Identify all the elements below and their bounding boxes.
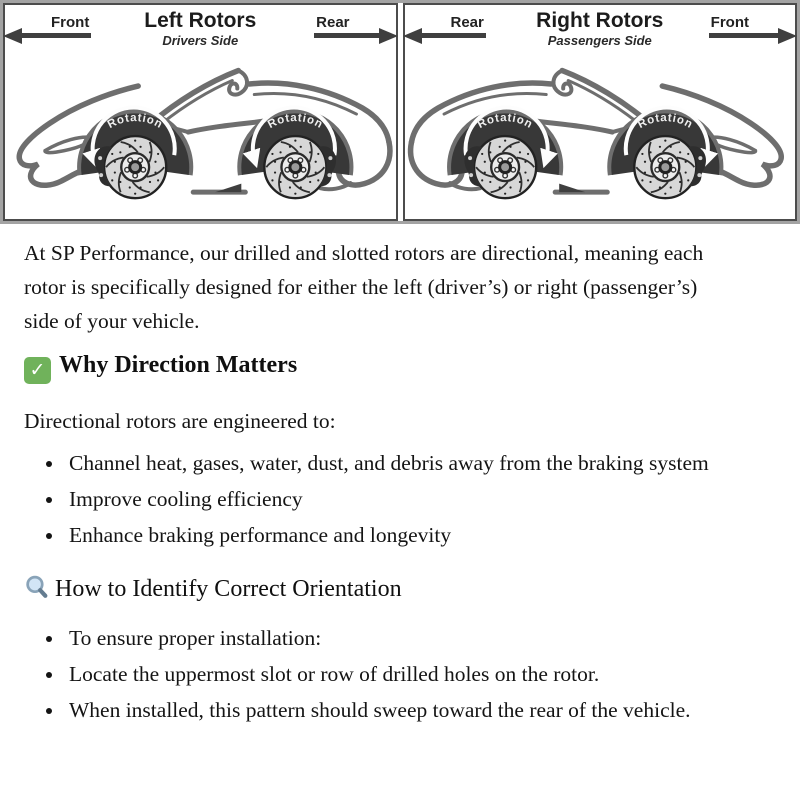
- panel-title: Right Rotors: [536, 9, 664, 32]
- arrow-shaft: [314, 33, 379, 38]
- rotation-label: Rotation: [105, 112, 165, 132]
- direction-label: Front: [51, 14, 90, 31]
- direction-label: Front: [710, 14, 749, 31]
- panel-title: Left Rotors: [144, 9, 257, 32]
- left-rotors-panel: [3, 3, 398, 221]
- list-item: • When installed, this pattern should sweep toward the rear of the vehicle.: [65, 693, 720, 727]
- car-illustration-right: [405, 59, 796, 219]
- steps-list: [24, 621, 720, 727]
- rotation-label: Rotation: [635, 112, 695, 132]
- magnifier-icon: [24, 575, 49, 600]
- front-direction-arrow: [711, 14, 749, 38]
- right-rotors-panel: [403, 3, 798, 221]
- list-item: • Enhance braking performance and longevity: [65, 518, 720, 552]
- heading-text: Why Direction Matters: [59, 352, 298, 379]
- direction-label: Rear: [450, 14, 484, 31]
- why-direction-matters-heading: [24, 350, 720, 384]
- list-item: • Locate the uppermost slot or row of drilled holes on the rotor.: [65, 657, 720, 691]
- car-illustration-left: [5, 59, 396, 219]
- panel-subtitle: Passengers Side: [547, 33, 652, 48]
- rotor-direction-diagram: [0, 0, 800, 224]
- list-item: • Improve cooling efficiency: [65, 482, 720, 516]
- rotation-label: Rotation: [475, 112, 535, 132]
- rotation-label: Rotation: [265, 112, 325, 132]
- list-item: • Channel heat, gases, water, dust, and debris away from the braking system: [65, 446, 720, 480]
- list-item: • To ensure proper installation:: [65, 621, 720, 655]
- how-to-identify-heading: [24, 574, 720, 605]
- lead-paragraph: Directional rotors are engineered to:: [24, 409, 336, 434]
- intro-paragraph: At SP Performance, our drilled and slotted rotors are directional, meaning each rotor is specifically designed for either the left (driver’s) or right (passenger’s) side of your vehicle.: [24, 241, 704, 334]
- arrow-right-icon: [778, 28, 797, 44]
- panel-subtitle: Drivers Side: [162, 33, 239, 48]
- heading-text: How to Identify Correct Orientation: [55, 576, 402, 603]
- arrow-right-icon: [379, 28, 398, 44]
- article: [0, 236, 740, 727]
- rear-direction-arrow: [316, 14, 349, 38]
- direction-label: Rear: [316, 14, 350, 31]
- check-icon: ✓: [24, 357, 51, 384]
- arrow-shaft: [709, 33, 779, 38]
- left-panel-header: [5, 5, 396, 59]
- right-panel-header: [405, 5, 796, 59]
- benefits-list: [24, 446, 720, 552]
